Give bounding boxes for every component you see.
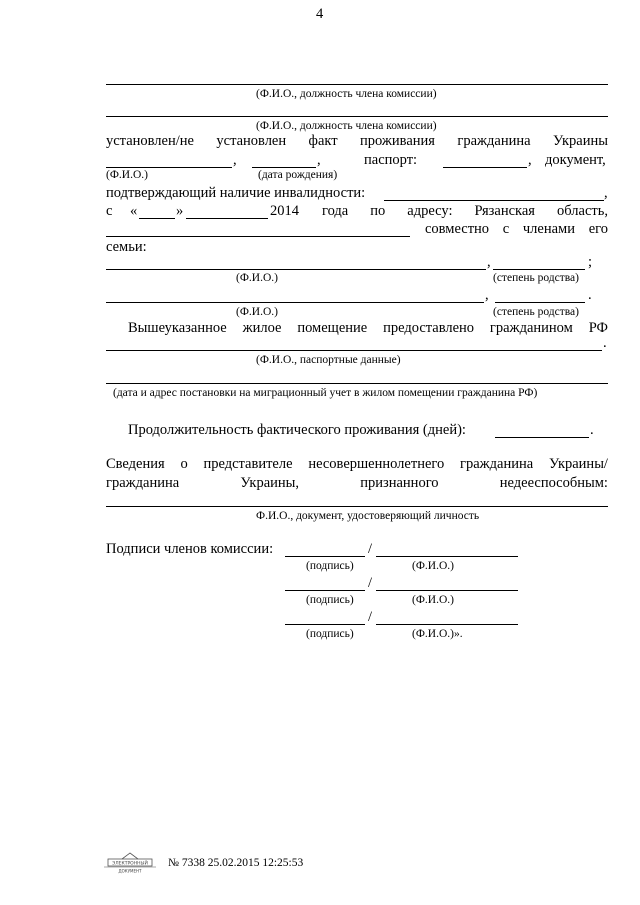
word: Сведения bbox=[106, 456, 165, 472]
member-line-2 bbox=[106, 116, 608, 117]
comma: , bbox=[233, 152, 237, 168]
family-2-fio-blank bbox=[106, 302, 484, 303]
word: гражданина bbox=[460, 456, 534, 472]
established-row bbox=[106, 133, 608, 150]
signature-2-fio-caption: (Ф.И.О.) bbox=[412, 594, 454, 606]
word: по bbox=[370, 203, 386, 219]
signature-2-sign-caption: (подпись) bbox=[306, 594, 354, 606]
fio-blank bbox=[106, 167, 232, 168]
member-caption-1: (Ф.И.О., должность члена комиссии) bbox=[256, 88, 437, 100]
birthdate-caption: (дата рождения) bbox=[258, 169, 338, 181]
address-blank bbox=[106, 236, 410, 237]
signature-1-blank bbox=[285, 556, 365, 557]
word: установлен/не bbox=[106, 133, 194, 149]
signature-2-fio-blank bbox=[376, 590, 518, 591]
month-blank bbox=[186, 218, 268, 219]
signature-1-sign-caption: (подпись) bbox=[306, 560, 354, 572]
signature-3-fio-blank bbox=[376, 624, 518, 625]
slash: / bbox=[368, 575, 373, 591]
word: недееспособным: bbox=[499, 475, 608, 491]
word: Вышеуказанное bbox=[128, 320, 227, 336]
cohabit-row bbox=[425, 221, 608, 238]
member-line-1 bbox=[106, 84, 608, 85]
slash: / bbox=[368, 609, 373, 625]
word: предоставлено bbox=[383, 320, 475, 336]
signature-1-fio-blank bbox=[376, 556, 518, 557]
comma: , bbox=[487, 254, 491, 270]
representative-caption: Ф.И.О., документ, удостоверяющий личность bbox=[256, 510, 480, 522]
quote-close: » bbox=[176, 203, 184, 219]
word: помещение bbox=[297, 320, 368, 336]
period: . bbox=[590, 422, 594, 438]
word: Украины/ bbox=[548, 456, 608, 472]
disability-label: подтверждающий наличие инвалидности: bbox=[106, 185, 366, 201]
family-1-degree-caption: (степень родства) bbox=[493, 272, 579, 284]
svg-text:ЭЛЕКТРОННЫЙ: ЭЛЕКТРОННЫЙ bbox=[112, 861, 148, 867]
word: проживания bbox=[360, 133, 435, 149]
word: совместно bbox=[425, 221, 490, 237]
document-label: документ, bbox=[545, 152, 606, 168]
word: факт bbox=[308, 133, 338, 149]
period: . bbox=[588, 287, 592, 303]
family-label: семьи: bbox=[106, 239, 147, 255]
family-2-degree-caption: (степень родства) bbox=[493, 306, 579, 318]
comma: , bbox=[528, 152, 532, 168]
representative-row-1 bbox=[106, 456, 608, 473]
word: с bbox=[502, 221, 510, 237]
representative-blank bbox=[106, 506, 608, 507]
family-1-fio-blank bbox=[106, 269, 486, 270]
signatures-label: Подписи членов комиссии: bbox=[106, 541, 274, 557]
word: область, bbox=[557, 203, 608, 219]
word: гражданином bbox=[489, 320, 573, 336]
provided-row bbox=[128, 320, 608, 337]
word: года bbox=[322, 203, 349, 219]
year-value: 2014 bbox=[270, 203, 299, 219]
passport-caption: (Ф.И.О., паспортные данные) bbox=[256, 354, 401, 366]
birthdate-blank bbox=[252, 167, 316, 168]
word: жилое bbox=[242, 320, 282, 336]
member-caption-2: (Ф.И.О., должность члена комиссии) bbox=[256, 120, 437, 132]
semicolon: ; bbox=[588, 254, 593, 270]
svg-text:ДОКУМЕНТ: ДОКУМЕНТ bbox=[118, 868, 142, 874]
day-blank bbox=[139, 218, 175, 219]
word: гражданина bbox=[457, 133, 531, 149]
signature-2-blank bbox=[285, 590, 365, 591]
signature-3-fio-caption: (Ф.И.О.)». bbox=[412, 628, 463, 640]
word: признанного bbox=[360, 475, 439, 491]
period: . bbox=[603, 335, 607, 351]
duration-blank bbox=[495, 437, 589, 438]
electronic-document-logo bbox=[104, 852, 160, 874]
passport-blank bbox=[443, 167, 527, 168]
address-row bbox=[322, 203, 608, 220]
family-1-fio-caption: (Ф.И.О.) bbox=[236, 272, 278, 284]
disability-blank bbox=[384, 200, 604, 201]
citizen-blank bbox=[106, 350, 602, 351]
migration-caption: (дата и адрес постановки на миграционный учет в жилом помещении гражданина РФ) bbox=[113, 387, 538, 399]
passport-label: паспорт: bbox=[364, 152, 418, 168]
word: представителе bbox=[203, 456, 293, 472]
word: Украины bbox=[553, 133, 608, 149]
word: о bbox=[180, 456, 188, 472]
signature-3-blank bbox=[285, 624, 365, 625]
page-number: 4 bbox=[316, 6, 324, 22]
word: РФ bbox=[588, 320, 608, 336]
word: гражданина bbox=[106, 475, 180, 491]
quote-open: « bbox=[130, 203, 138, 219]
representative-row-2 bbox=[106, 475, 608, 492]
slash: / bbox=[368, 541, 373, 557]
comma: , bbox=[317, 152, 321, 168]
word: членами bbox=[522, 221, 575, 237]
family-1-degree-blank bbox=[493, 269, 585, 270]
family-2-degree-blank bbox=[495, 302, 585, 303]
fio-caption: (Ф.И.О.) bbox=[106, 169, 148, 181]
word: несовершеннолетнего bbox=[308, 456, 445, 472]
migration-blank bbox=[106, 383, 608, 384]
word: его bbox=[588, 221, 608, 237]
comma: , bbox=[485, 287, 489, 303]
footer-stamp: № 7338 25.02.2015 12:25:53 bbox=[168, 857, 304, 869]
family-2-fio-caption: (Ф.И.О.) bbox=[236, 306, 278, 318]
word: Рязанская bbox=[474, 203, 535, 219]
signature-3-sign-caption: (подпись) bbox=[306, 628, 354, 640]
from-label: с bbox=[106, 203, 113, 219]
word: адресу: bbox=[407, 203, 453, 219]
comma: , bbox=[604, 185, 608, 201]
signature-1-fio-caption: (Ф.И.О.) bbox=[412, 560, 454, 572]
word: Украины, bbox=[240, 475, 300, 491]
word: установлен bbox=[216, 133, 287, 149]
duration-label: Продолжительность фактического проживания (дней): bbox=[128, 422, 466, 438]
